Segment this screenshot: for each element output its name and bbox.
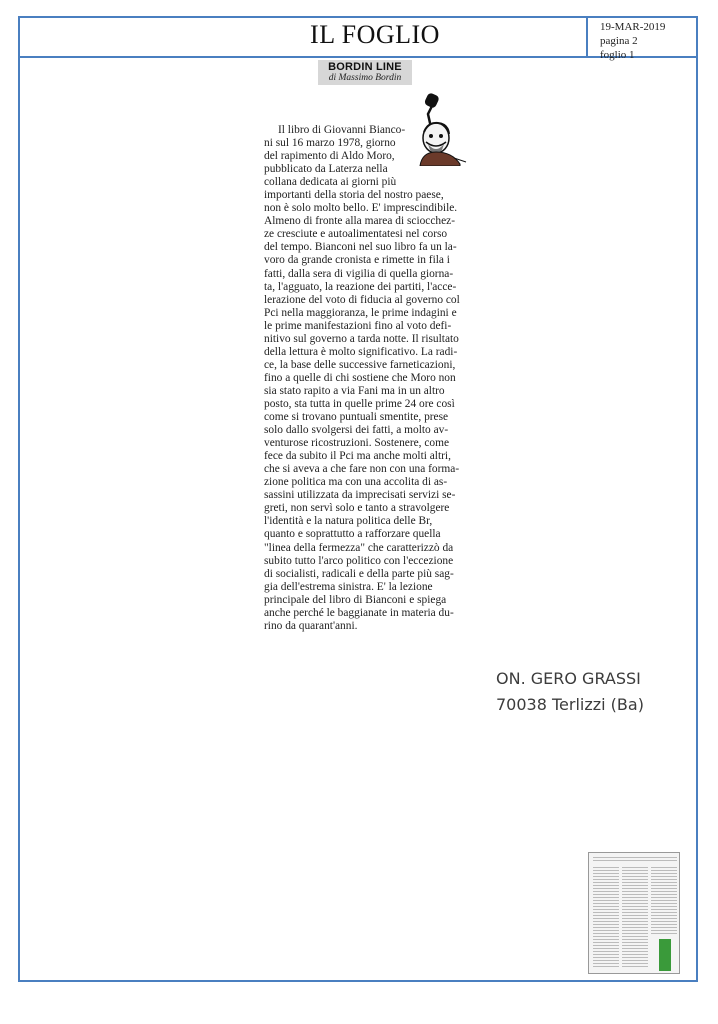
article-line: ce, la base delle successive farneticazioni,	[264, 358, 456, 371]
article-line: zione politica ma con una accolita di as-	[264, 476, 448, 489]
article-line: le prime manifestazioni fino al voto defi-	[264, 319, 452, 332]
article-line: di socialisti, radicali e della parte più sag-	[264, 567, 454, 580]
stamp-address: 70038 Terlizzi (Ba)	[496, 695, 644, 714]
article-line: quanto e soprattutto a rafforzare quella	[264, 528, 441, 541]
article-body	[264, 124, 460, 633]
newspaper-masthead: IL FOGLIO	[310, 20, 440, 49]
header-divider-line	[18, 56, 698, 58]
article-line: ni sul 16 marzo 1978, giorno	[264, 137, 396, 150]
header-vertical-divider	[586, 16, 588, 58]
article-line: anche perché le baggianate in materia du-	[264, 606, 454, 619]
article-line: collana dedicata ai giorni più	[264, 176, 397, 189]
article-line: Almeno di fronte alla marea di sciocchez-	[264, 215, 456, 228]
column-author: di Massimo Bordin	[328, 73, 402, 83]
column-title: BORDIN LINE	[328, 61, 402, 73]
thumbnail-highlight	[659, 939, 671, 971]
stamp-name: ON. GERO GRASSI	[496, 669, 641, 688]
article-line: l'identità e la natura politica delle Br,	[264, 515, 433, 528]
article-line: greti, non servì solo e tanto a stravolgere	[264, 502, 450, 515]
article-line: subito tutto l'arco politico con l'eccezione	[264, 554, 454, 567]
article-line: nitivo sul governo a tarda notte. Il risultato	[264, 332, 459, 345]
article-line: ze cresciute e autoalimentatesi nel corso	[264, 228, 448, 241]
article-line: voro da grande cronista e rimette in fila i	[264, 254, 450, 267]
page-number: pagina 2	[600, 35, 638, 47]
article-line: principale del libro di Bianconi e spiega	[264, 593, 447, 606]
article-line: lerazione del voto di fiducia al governo col	[264, 293, 460, 306]
article-line: del tempo. Bianconi nel suo libro fa un la-	[264, 241, 457, 254]
article-line: fece da subito il Pci ma anche molti altri,	[264, 450, 451, 463]
article-line: sia stato rapito a via Fani ma in un altro	[264, 384, 445, 397]
article-line: importanti della storia del nostro paese,	[264, 189, 444, 202]
article-line: Il libro di Giovanni Bianco-	[278, 124, 406, 136]
article-line: "linea della fermezza" che caratterizzò da	[264, 541, 454, 554]
article-line: non è solo molto bello. E' imprescindibile.	[264, 202, 458, 215]
article-line: Pci nella maggioranza, le prime indagini e	[264, 306, 457, 319]
article-line: solo dallo svolgersi dei fatti, a molto av-	[264, 424, 449, 437]
publication-date: 19-MAR-2019	[600, 21, 666, 33]
article-line: del rapimento di Aldo Moro,	[264, 150, 395, 163]
sheet-number: foglio 1	[600, 49, 635, 61]
article-line: che si aveva a che fare non con una forma-	[264, 463, 460, 476]
article-line: della lettura è molto significativo. La radi-	[264, 345, 458, 358]
article-line: come si trovano puntuali smentite, prese	[264, 411, 449, 424]
article-line: venturose ricostruzioni. Sostenere, come	[264, 437, 450, 450]
article-line: ta, l'agguato, la reazione dei partiti, l'acce-	[264, 280, 457, 293]
article-line: fatti, dalla sera di vigilia di quella giorna-	[264, 267, 454, 280]
article-line: sassini utilizzata da imprecisati servizi se-	[264, 489, 456, 502]
article-line: pubblicato da Laterza nella	[264, 163, 388, 176]
article-line: posto, sta tutta in quelle prime 24 ore così	[264, 397, 455, 410]
office-stamp	[496, 666, 644, 718]
article-line: gia dell'estrema sinistra. E' la lezione	[264, 580, 433, 593]
page-thumbnail	[588, 852, 680, 974]
article-line: rino da quarant'anni.	[264, 619, 358, 632]
article-line: fino a quelle di chi sostiene che Moro non	[264, 371, 456, 384]
page-meta	[600, 20, 665, 62]
column-kicker	[318, 60, 412, 85]
